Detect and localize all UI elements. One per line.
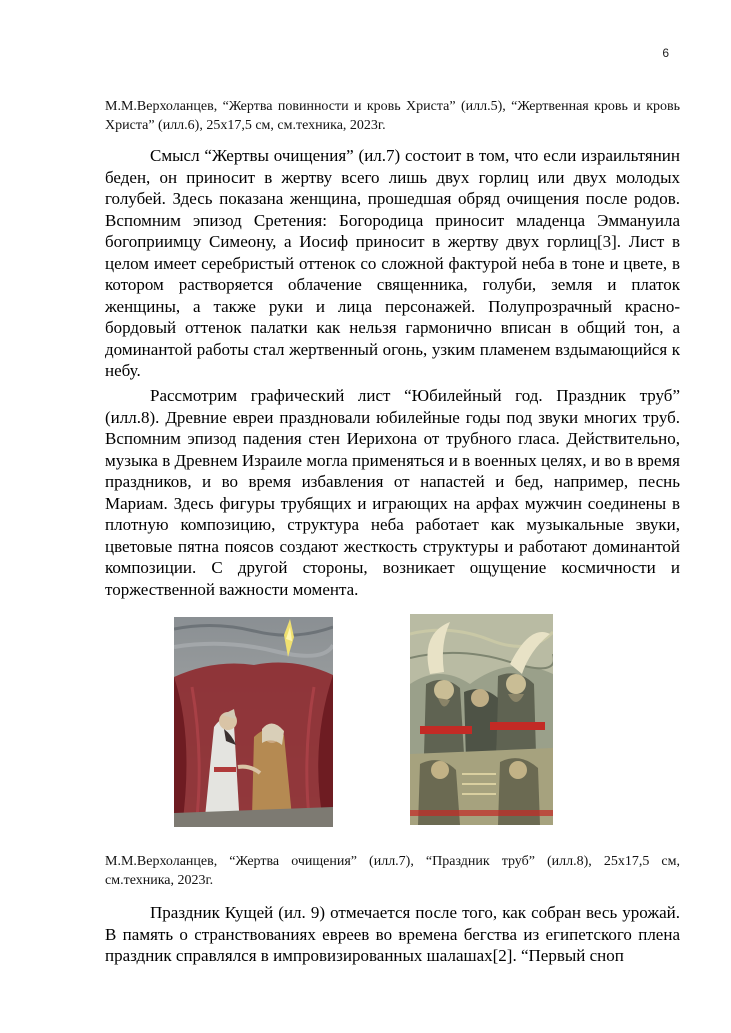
paragraph-purification-sacrifice: Смысл “Жертвы очищения” (ил.7) состоит в том, что если израильтянин беден, он приносит в жертву всего лишь двух горлиц или двух молодых голубей. Здесь показана женщина, прошедшая обряд очищения после родов. Вспомним эпизод Сретения: Богородица приносит младенца Эммануила богоприимцу Симеону, а Иосиф приносит в жертву двух горлиц[3]. Лист в целом имеет серебристый оттенок со сложной фактурой неба в тоне и цвете, в котором растворяется облачение священника, голуби, земля и платок женщины, а также руки и лица персонажей. Полупрозрачный красно-бордовый оттенок палатки как нельзя гармонично вписан в общий тон, а доминантой работы стал жертвенный огонь, узким пламенем вздымающийся к небу. — [105, 146, 680, 380]
caption-illustrations-7-8: М.М.Верхоланцев, “Жертва очищения” (илл.7), “Праздник труб” (илл.8), 25х17,5 см, см.техника, 2023г. — [105, 854, 680, 888]
paragraph-feast-of-tabernacles: Праздник Кущей (ил. 9) отмечается после того, как собран весь урожай. В память о странствованиях евреев во времена бегства из египетского плена праздник справлялся в импровизированных шалашах[2]. “Первый сноп — [105, 903, 680, 965]
paragraph-jubilee-year: Рассмотрим графический лист “Юбилейный год. Праздник труб” (илл.8). Древние евреи праздновали юбилейные годы под звуки многих труб. Вспомним эпизод падения стен Иерихона от трубного гласа. Действительно, музыка в Древнем Израиле могла применяться и в военных целях, и во в время праздников, и во время избавления от напастей и бед, например, песнь Мариам. Здесь фигуры трубящих и играющих на арфах мужчин соединены в плотную композицию, структура неба работает как музыкальные звуки, цветовые пятна поясов создают жесткость структуры и работают доминантой композиции. С другой стороны, возникает ощущение космичности и торжественной важности момента. — [105, 386, 680, 599]
illustration-purification-sacrifice — [174, 617, 333, 827]
page-number: 6 — [662, 46, 669, 60]
illustration-feast-of-trumpets — [410, 614, 553, 825]
caption-illustrations-5-6: М.М.Верхоланцев, “Жертва повинности и кровь Христа” (илл.5), “Жертвенная кровь и кровь Христа” (илл.6), 25х17,5 см, см.техника, 2023г. — [105, 99, 680, 133]
